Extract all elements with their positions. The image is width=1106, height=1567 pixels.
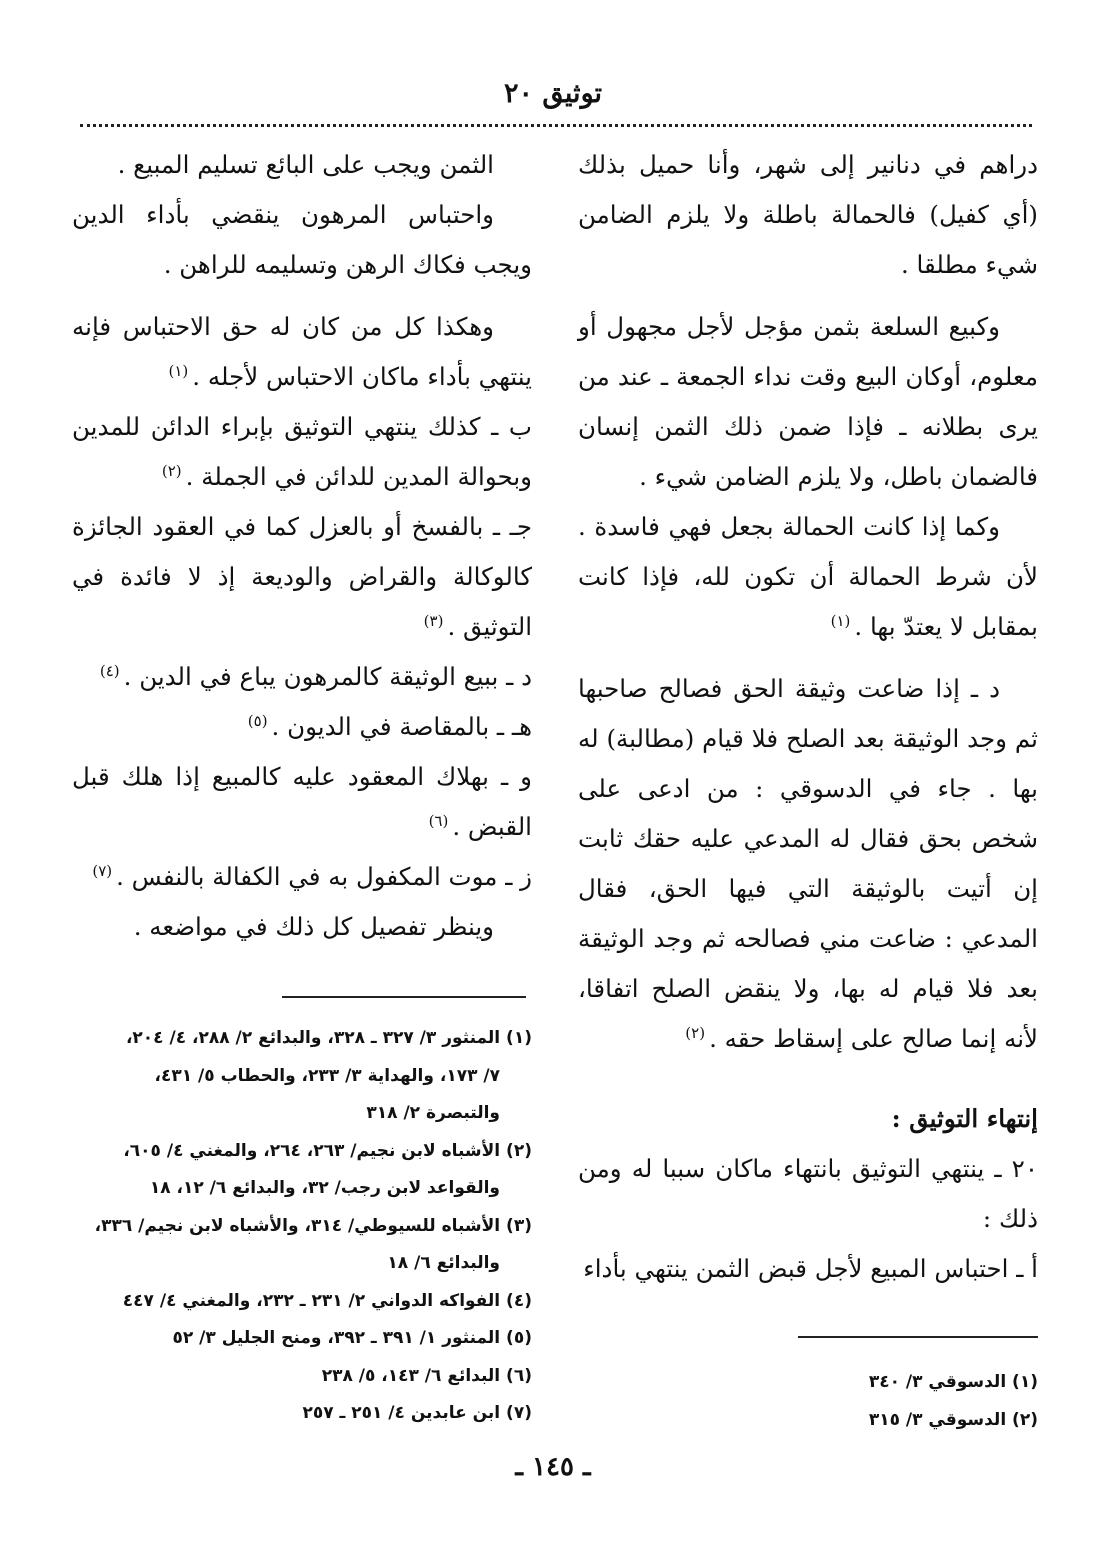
footnote-continuation: والتبصرة ٢/ ٣١٨ xyxy=(366,1103,500,1123)
page-number: ـ ١٤٥ ـ xyxy=(515,1452,591,1482)
footnote-marker: (٦) xyxy=(428,811,449,830)
footnote: (٢) الدسوقي ٣/ ٣١٥ xyxy=(868,1409,1038,1430)
paragraph: ٢٠ ـ ينتهي التوثيق بانتهاء ماكان سببا له ومن ذلك : xyxy=(578,1154,1038,1233)
paragraph: واحتباس المرهون ينقضي بأداء الدين ويجب فكاك الرهن وتسليمه للراهن . xyxy=(72,200,532,279)
paragraph: الثمن ويجب على البائع تسليم المبيع . xyxy=(117,150,494,179)
footnote: (٢) الأشباه لابن نجيم/ ٢٦٣، ٢٦٤، والمغني ٤/ ٦٠٥، xyxy=(123,1140,532,1161)
footnote: (٧) ابن عابدين ٤/ ٢٥١ ـ ٢٥٧ xyxy=(302,1403,532,1423)
footnote-marker: (٣) xyxy=(423,611,444,630)
section-heading: إنتهاء التوثيق : xyxy=(891,1104,1038,1133)
footnote-continuation: والبدائع ٦/ ١٨ xyxy=(387,1253,500,1273)
paragraph: ب ـ كذلك ينتهي التوثيق بإبراء الدائن للمدين وبحوالة المدين للدائن في الجملة .$^{(٢)}$ xyxy=(72,412,532,491)
footnotes-right xyxy=(620,1364,1038,1439)
footnote: (٦) البدائع ٦/ ١٤٣، ٥/ ٢٣٨ xyxy=(321,1365,532,1386)
footnote: (١) الدسوقي ٣/ ٣٤٠ xyxy=(868,1372,1038,1392)
right-column xyxy=(578,140,1038,1294)
footnote: (٣) الأشباه للسيوطي/ ٣١٤، والأشباه لابن نجيم/ ٣٣٦، xyxy=(94,1215,532,1236)
footnote: (١) المنثور ٣/ ٣٢٧ ـ ٣٢٨، والبدائع ٢/ ٢٨٨، ٤/ ٢٠٤، xyxy=(125,1028,532,1048)
footnote-marker: (١) xyxy=(830,611,851,630)
running-head: توثيق ٢٠ xyxy=(503,78,603,109)
paragraph: أ ـ احتباس المبيع لأجل قبض الثمن ينتهي بأداء xyxy=(583,1254,1038,1283)
footnote-marker: (٢) xyxy=(685,1023,706,1042)
paragraph: دراهم في دنانير إلى شهر، وأنا حميل بذلك (أي كفيل) فالحمالة باطلة ولا يلزم الضامن شيء مطلقا . xyxy=(578,150,1038,279)
footnote: (٥) المنثور ١/ ٣٩١ ـ ٣٩٢، ومنح الجليل ٣/ ٥٢ xyxy=(172,1328,532,1348)
paragraph: و ـ بهلاك المعقود عليه كالمبيع إذا هلك قبل القبض .$^{(٦)}$ xyxy=(72,762,532,841)
paragraph: وكما إذا كانت الحمالة بجعل فهي فاسدة . لأن شرط الحمالة أن تكون لله، فإذا كانت بمقابل لا يعتدّ بها .$^{(١)}$ xyxy=(578,512,1038,641)
footnote-marker: (٧) xyxy=(92,861,113,880)
footnote-marker: (٤) xyxy=(99,661,120,680)
footnote-continuation: والقواعد لابن رجب/ ٣٢، والبدائع ٦/ ١٢، ١٨ xyxy=(149,1178,500,1198)
footnote-rule xyxy=(798,1336,1038,1338)
paragraph: ز ـ موت المكفول به في الكفالة بالنفس .$^{(٧)}$ xyxy=(92,861,532,891)
paragraph: وينظر تفصيل كل ذلك في مواضعه . xyxy=(133,912,494,941)
left-column xyxy=(72,140,532,952)
paragraph: د ـ ببيع الوثيقة كالمرهون يباع في الدين .$^{(٤)}$ xyxy=(99,661,532,691)
paragraph: وكبيع السلعة بثمن مؤجل لأجل مجهول أو معلوم، أوكان البيع وقت نداء الجمعة ـ عند من يرى بطلانه ـ فإذا ضمن ذلك الثمن إنسان فالضمان باطل، ولا يلزم الضامن شيء . xyxy=(578,312,1038,491)
paragraph: جـ ـ بالفسخ أو بالعزل كما في العقود الجائزة كالوكالة والقراض والوديعة إذ لا فائدة في التوثيق .$^{(٣)}$ xyxy=(72,512,532,641)
footnote: (٤) الفواكه الدواني ٢/ ٢٣١ ـ ٢٣٢، والمغني ٤/ ٤٤٧ xyxy=(122,1290,532,1311)
paragraph: هـ ـ بالمقاصة في الديون .$^{(٥)}$ xyxy=(247,711,532,741)
footnotes-left xyxy=(76,1020,532,1433)
paragraph: وهكذا كل من كان له حق الاحتباس فإنه ينتهي بأداء ماكان الاحتباس لأجله .$^{(١)}$ xyxy=(72,312,532,391)
footnote-rule xyxy=(282,996,526,998)
footnote-marker: (١) xyxy=(168,361,189,380)
footnote-marker: (٢) xyxy=(161,461,182,480)
footnote-marker: (٥) xyxy=(247,711,268,730)
header-dotted-rule xyxy=(80,124,1032,127)
footnote-continuation: ٧/ ١٧٣، والهداية ٣/ ٢٣٣، والحطاب ٥/ ٤٣١، xyxy=(154,1065,500,1086)
paragraph: د ـ إذا ضاعت وثيقة الحق فصالح صاحبها ثم وجد الوثيقة بعد الصلح فلا قيام (مطالبة) له بها . جاء في الدسوقي : من ادعى على شخص بحق فقال له المدعي عليه حقك ثابت إن أتيت بالوثيقة التي فيها الحق، فقال المدعي : ضاعت مني فصالحه ثم وجد الوثيقة بعد فلا قيام له بها، ولا ينقض الصلح اتفاقا، لأنه إنما صالح على إسقاط حقه .$^{(٢)}$ xyxy=(578,674,1038,1053)
